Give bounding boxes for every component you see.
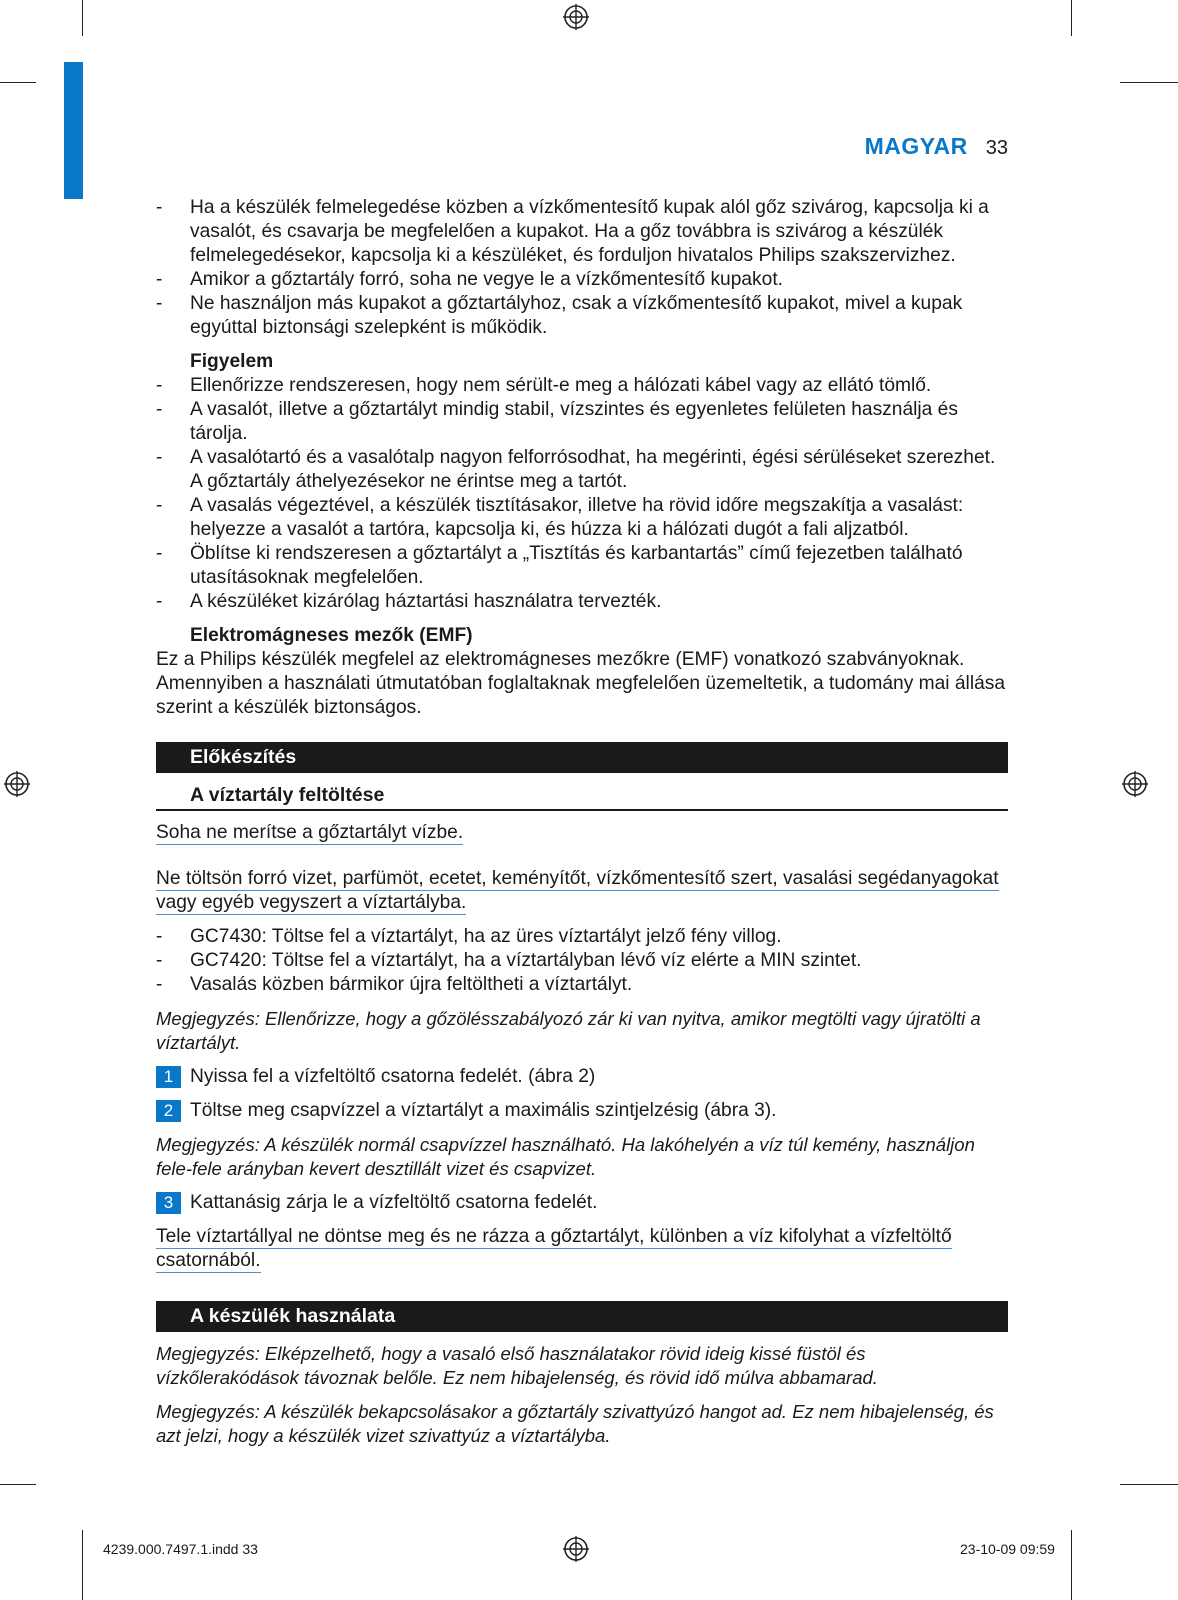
emf-heading: Elektromágneses mezők (EMF) — [190, 625, 473, 646]
note-text: Megjegyzés: Ellenőrizze, hogy a gőzölésszabályozó zár ki van nyitva, amikor megtölti vagy újratölti a víztartályt. — [156, 1008, 981, 1053]
section-bar-preparation: Előkészítés — [156, 742, 1008, 773]
subsection-title-fill-tank: A víztartály feltöltése — [156, 783, 1008, 811]
list-item: - A vasalótartó és a vasalótalp nagyon felforrósodhat, ha megérinti, égési sérüléseket szerezhet. A gőztartály áthelyezésekor ne érintse meg a tartót. — [156, 447, 996, 492]
registration-mark-icon — [563, 1536, 589, 1562]
crop-mark — [0, 1484, 36, 1485]
list-item: - Ha a készülék felmelegedése közben a vízkőmentesítő kupak alól gőz szivárog, kapcsolja ki a vasalót, és csavarja be megfelelően a kupakot. Ha a gőz továbbra is szivárog a készülék felmelegedésekor, kapcsolja ki a készüléket, és forduljon hivatalos Philips szakszervizhez. — [156, 197, 989, 266]
page-number: 33 — [985, 137, 1008, 159]
step-item: 1 Nyissa fel a vízfeltöltő csatorna fedelét. (ábra 2) — [156, 1065, 1008, 1089]
warning-text: Tele víztartállyal ne döntse meg és ne rázza a gőztartályt, különben a víz kifolyhat a vízfeltöltő csatornából. — [156, 1226, 952, 1271]
page-header — [700, 133, 1008, 160]
list-item: - Amikor a gőztartály forró, soha ne vegye le a vízkőmentesítő kupakot. — [156, 269, 783, 290]
step-item: 3 Kattanásig zárja le a vízfeltöltő csatorna fedelét. — [156, 1191, 1008, 1215]
list-item: - GC7420: Töltse fel a víztartályt, ha a víztartályban lévő víz elérte a MIN szintet. — [156, 950, 862, 971]
list-item: - A vasalót, illetve a gőztartályt mindig stabil, vízszintes és egyenletes felületen használja és tárolja. — [156, 399, 958, 444]
list-item: - Ellenőrizze rendszeresen, hogy nem sérült-e meg a hálózati kábel vagy az ellátó tömlő. — [156, 375, 932, 396]
section-bar-usage: A készülék használata — [156, 1301, 1008, 1332]
list-item: - GC7430: Töltse fel a víztartályt, ha az üres víztartályt jelző fény villog. — [156, 926, 782, 947]
side-accent-bar — [64, 62, 83, 199]
list-item: - A készüléket kizárólag háztartási használatra tervezték. — [156, 591, 662, 612]
crop-mark — [1120, 82, 1178, 83]
caution-heading: Figyelem — [190, 351, 274, 372]
crop-mark — [1071, 1530, 1072, 1600]
crop-mark — [82, 1530, 83, 1600]
list-item: - Ne használjon más kupakot a gőztartályhoz, csak a vízkőmentesítő kupakot, mivel a kupak egyúttal biztonsági szelepként is működik. — [156, 293, 963, 338]
registration-mark-icon — [563, 4, 589, 30]
footer-date: 23-10-09 09:59 — [960, 1541, 1055, 1557]
note-text: Megjegyzés: A készülék bekapcsolásakor a gőztartály szivattyúzó hangot ad. Ez nem hibajelenség, és azt jelzi, hogy a készülék vizet szivattyúz a víztartályba. — [156, 1401, 994, 1446]
list-item: - A vasalás végeztével, a készülék tisztításakor, illetve ha rövid időre megszakítja a vasalást: helyezze a vasalót a tartóra, kapcsolja ki, és húzza ki a hálózati dugót a fali aljzatból. — [156, 495, 964, 540]
page-content — [156, 196, 1008, 1448]
crop-mark — [1120, 1484, 1178, 1485]
footer-file-info: 4239.000.7497.1.indd 33 — [103, 1541, 258, 1557]
warning-text: Ne töltsön forró vizet, parfümöt, ecetet, keményítőt, vízkőmentesítő szert, vasalási segédanyagokat vagy egyéb vegyszert a víztartályba. — [156, 868, 999, 913]
crop-mark — [82, 0, 83, 36]
registration-mark-icon — [1122, 771, 1148, 797]
list-item: - Vasalás közben bármikor újra feltöltheti a víztartályt. — [156, 974, 633, 995]
crop-mark — [0, 82, 36, 83]
warning-text: Soha ne merítse a gőztartályt vízbe. — [156, 822, 464, 843]
registration-mark-icon — [4, 771, 30, 797]
note-text: Megjegyzés: A készülék normál csapvízzel használható. Ha lakóhelyén a víz túl kemény, használjon fele-fele arányban kevert desztillált vizet és csapvizet. — [156, 1134, 975, 1179]
list-item: - Öblítse ki rendszeresen a gőztartályt a „Tisztítás és karbantartás” című fejezetben található utasításoknak megfelelően. — [156, 543, 963, 588]
step-item: 2 Töltse meg csapvízzel a víztartályt a maximális szintjelzésig (ábra 3). — [156, 1099, 1008, 1123]
language-label: MAGYAR — [864, 133, 968, 159]
emf-text: Ez a Philips készülék megfelel az elektromágneses mezőkre (EMF) vonatkozó szabványoknak. Amennyiben a használati útmutatóban foglaltaknak megfelelően üzemeltetik, a tudomány mai állása szerint a készülék biztonságos. — [156, 649, 1006, 718]
note-text: Megjegyzés: Elképzelhető, hogy a vasaló első használatakor rövid ideig kissé füstöl és vízkőlerakódások távoznak belőle. Ez nem hibajelenség, és rövid idő múlva abbamarad. — [156, 1343, 878, 1388]
crop-mark — [1071, 0, 1072, 36]
